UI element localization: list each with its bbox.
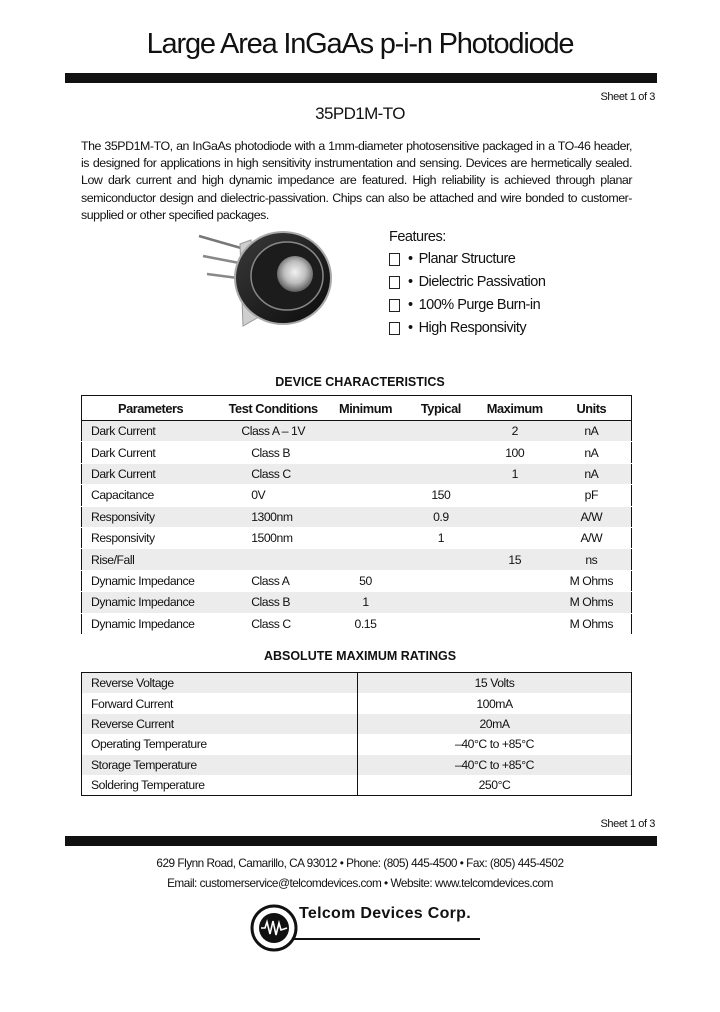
table-cell: A/W <box>552 527 632 548</box>
table-cell <box>404 421 478 442</box>
table-cell: 150 <box>404 485 478 506</box>
table-cell <box>404 592 478 613</box>
table-cell: 0.9 <box>404 506 478 527</box>
table-cell: M Ohms <box>552 592 632 613</box>
absolute-max-table <box>81 672 632 796</box>
table-cell <box>404 442 478 463</box>
table-row <box>82 421 632 442</box>
table-cell: Operating Temperature <box>82 734 358 754</box>
table-cell: Dark Current <box>82 421 220 442</box>
table-cell: nA <box>552 421 632 442</box>
column-header: Units <box>552 396 632 421</box>
table-row <box>82 693 632 713</box>
feature-item <box>389 274 545 290</box>
table-cell <box>327 421 404 442</box>
part-number: 35PD1M-TO <box>315 104 405 123</box>
sheet-number-bottom: Sheet 1 of 3 <box>600 818 655 830</box>
table-cell: Rise/Fall <box>82 549 220 570</box>
table-cell: 100mA <box>476 696 513 711</box>
table-cell: Class B <box>219 442 327 463</box>
features-heading: Features: <box>389 229 446 245</box>
table-cell: Reverse Current <box>82 714 358 734</box>
bullet-icon: • <box>408 320 413 336</box>
table-row <box>82 442 632 463</box>
table-cell <box>404 549 478 570</box>
table-cell <box>478 592 552 613</box>
table-cell: 2 <box>478 421 552 442</box>
table-row <box>82 485 632 506</box>
table-cell: Dynamic Impedance <box>82 570 220 591</box>
feature-label: 100% Purge Burn-in <box>418 297 541 313</box>
footer-contact: Email: customerservice@telcomdevices.com • Website: www.telcomdevices.com <box>167 876 553 890</box>
table-cell: 1300nm <box>219 506 327 527</box>
table-cell: Forward Current <box>82 693 358 713</box>
checkbox-icon <box>389 322 400 335</box>
table-row <box>82 613 632 634</box>
table-cell: Storage Temperature <box>82 755 358 775</box>
table-cell: 50 <box>327 570 404 591</box>
column-header: Maximum <box>478 396 552 421</box>
table-row <box>82 570 632 591</box>
table-cell: Class B <box>219 592 327 613</box>
table-cell <box>327 527 404 548</box>
table-cell: pF <box>552 485 632 506</box>
table-cell <box>478 485 552 506</box>
table-cell: –40°C to +85°C <box>358 755 632 775</box>
table-row <box>82 734 632 754</box>
footer-address: 629 Flynn Road, Camarillo, CA 93012 • Phone: (805) 445-4500 • Fax: (805) 445-4502 <box>156 856 564 870</box>
table-cell <box>478 527 552 548</box>
table-cell: 1 <box>327 592 404 613</box>
table-cell: M Ohms <box>552 570 632 591</box>
table-cell: 100 <box>478 442 552 463</box>
table-row <box>82 755 632 775</box>
table-cell <box>404 570 478 591</box>
table-cell: A/W <box>552 506 632 527</box>
device-characteristics-title: DEVICE CHARACTERISTICS <box>275 375 445 389</box>
column-header: Typical <box>404 396 478 421</box>
table-row <box>82 673 632 694</box>
table-cell: 15 Volts <box>358 673 632 694</box>
table-cell: Dark Current <box>82 463 220 484</box>
table-cell: 250°C <box>478 778 511 793</box>
bullet-icon: • <box>408 274 413 290</box>
table-cell: nA <box>552 463 632 484</box>
table-cell <box>478 506 552 527</box>
table-cell <box>327 442 404 463</box>
table-cell: –40°C to +85°C <box>455 737 534 752</box>
table-row <box>82 592 632 613</box>
checkbox-icon <box>389 276 400 289</box>
table-cell: Class C <box>219 613 327 634</box>
table-cell: Class C <box>219 463 327 484</box>
table-cell: 0.15 <box>327 613 404 634</box>
feature-item <box>389 297 540 313</box>
checkbox-icon <box>389 253 400 266</box>
table-cell <box>404 463 478 484</box>
table-cell <box>327 549 404 570</box>
checkbox-icon <box>389 299 400 312</box>
column-header: Parameters <box>82 396 220 421</box>
table-row <box>82 506 632 527</box>
table-cell: Dynamic Impedance <box>82 613 220 634</box>
device-characteristics-table <box>81 395 632 635</box>
table-cell: nA <box>552 442 632 463</box>
table-cell: Reverse Voltage <box>82 673 358 694</box>
feature-item <box>389 320 526 336</box>
photodiode-photo <box>195 222 335 344</box>
table-row <box>82 463 632 484</box>
table-cell: Dark Current <box>82 442 220 463</box>
absolute-max-title: ABSOLUTE MAXIMUM RATINGS <box>263 649 457 663</box>
table-cell: Class A <box>219 570 327 591</box>
sheet-number-top: Sheet 1 of 3 <box>600 91 655 103</box>
table-cell: 1 <box>478 463 552 484</box>
table-cell <box>404 613 478 634</box>
feature-item <box>389 251 515 267</box>
footer-divider <box>65 836 657 846</box>
column-header: Test Conditions <box>219 396 327 421</box>
table-cell <box>219 549 327 570</box>
page-title: Large Area InGaAs p-i-n Photodiode <box>146 28 574 60</box>
table-row <box>82 527 632 548</box>
table-cell <box>327 463 404 484</box>
header-divider <box>65 73 657 83</box>
table-cell <box>327 506 404 527</box>
table-cell: Dynamic Impedance <box>82 592 220 613</box>
table-row <box>82 549 632 570</box>
feature-label: Dielectric Passivation <box>418 274 546 290</box>
table-cell: Capacitance <box>82 485 220 506</box>
table-cell: Responsivity <box>82 506 220 527</box>
table-cell: 1 <box>404 527 478 548</box>
feature-label: Planar Structure <box>418 251 516 267</box>
table-cell: Responsivity <box>82 527 220 548</box>
table-cell: 15 <box>478 549 552 570</box>
table-row <box>82 775 632 796</box>
intro-paragraph: The 35PD1M-TO, an InGaAs photodiode with a 1mm-diameter photosensitive packaged in a TO-46 header, is designed for applications in high sensitivity instrumentation and sensing. Devices are hermetically sealed. Low dark current and high dynamic impedance are featured. High reliability is achieved through planar semiconductor design and dielectric-passivation. Chips can also be attached and wire bonded to customer-supplied or other specified packages. <box>81 139 632 222</box>
table-cell <box>478 613 552 634</box>
table-cell: 0V <box>219 485 327 506</box>
table-cell <box>327 485 404 506</box>
bullet-icon: • <box>408 251 413 267</box>
column-header: Minimum <box>327 396 404 421</box>
bullet-icon: • <box>408 297 413 313</box>
table-row <box>82 714 632 734</box>
table-cell: 20mA <box>358 714 632 734</box>
table-cell: M Ohms <box>552 613 632 634</box>
logo-text: Telcom Devices Corp. <box>299 905 471 922</box>
table-cell: Class A – 1V <box>219 421 327 442</box>
table-cell: Soldering Temperature <box>82 775 358 796</box>
table-cell <box>478 570 552 591</box>
feature-label: High Responsivity <box>418 320 527 336</box>
table-cell: 1500nm <box>219 527 327 548</box>
table-header-row <box>82 396 632 421</box>
table-cell: ns <box>552 549 632 570</box>
